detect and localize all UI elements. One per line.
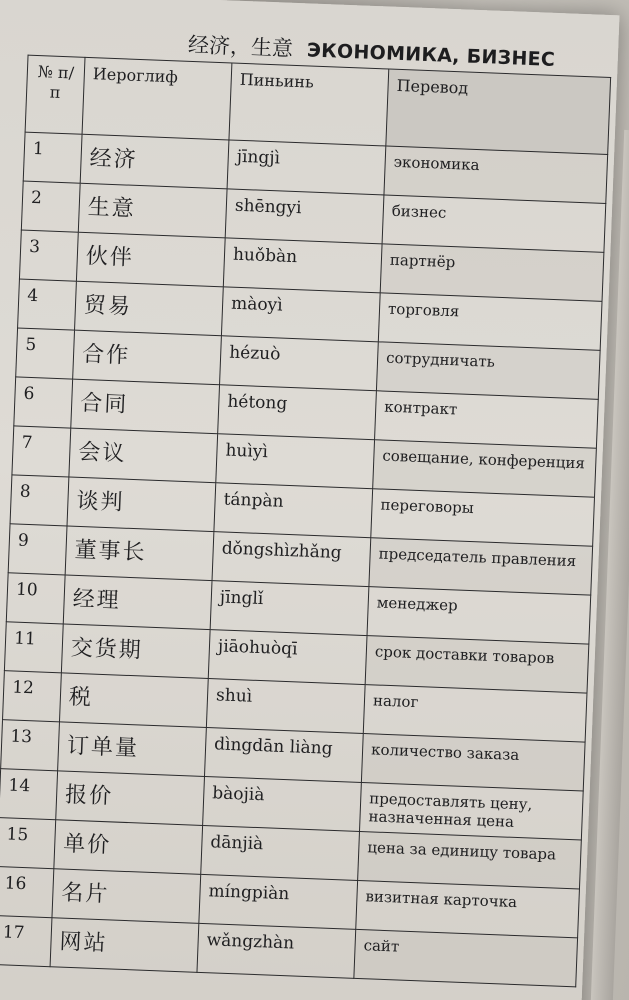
row-hieroglyph: 单价 (54, 820, 203, 875)
row-pinyin: huǒbàn (223, 238, 382, 293)
row-translation: количество заказа (361, 734, 585, 791)
row-number: 10 (6, 573, 65, 624)
row-number: 16 (0, 867, 54, 918)
row-hieroglyph: 名片 (52, 869, 201, 924)
heading-russian: ЭКОНОМИКА, БИЗНЕС (306, 39, 556, 71)
row-translation: совещание, конференция (373, 440, 597, 497)
row-translation: бизнес (382, 195, 606, 252)
row-hieroglyph: 合作 (73, 330, 222, 385)
row-number: 7 (12, 426, 71, 477)
row-translation: срок доставки товаров (365, 636, 589, 693)
row-number: 2 (21, 181, 80, 232)
row-pinyin: bàojià (203, 776, 362, 831)
row-number: 1 (23, 132, 82, 183)
row-translation: торговля (378, 293, 602, 350)
row-hieroglyph: 交货期 (61, 624, 210, 679)
row-hieroglyph: 订单量 (58, 722, 207, 777)
row-hieroglyph: 经理 (63, 575, 212, 630)
row-translation: цена за единицу товара (358, 831, 582, 888)
table-body (0, 132, 608, 987)
row-translation: предоставлять цену, назначенная цена (359, 782, 583, 839)
row-number: 15 (0, 818, 56, 869)
row-hieroglyph: 经济 (80, 134, 229, 189)
row-pinyin: hétong (218, 385, 377, 440)
row-hieroglyph: 贸易 (75, 281, 224, 336)
row-pinyin: dānjià (201, 825, 360, 880)
vocabulary-table (0, 55, 611, 988)
row-number: 6 (14, 377, 73, 428)
row-translation: контракт (375, 391, 599, 448)
row-pinyin: shēngyi (225, 189, 384, 244)
row-pinyin: màoyì (221, 287, 380, 342)
row-hieroglyph: 董事长 (65, 526, 214, 581)
row-number: 5 (16, 328, 75, 379)
heading-chinese: 经济，生意 (187, 32, 294, 61)
row-pinyin: dìngdān liàng (204, 728, 363, 783)
row-hieroglyph: 谈判 (67, 477, 216, 532)
row-translation: переговоры (371, 489, 595, 546)
row-pinyin: huìyì (216, 434, 375, 489)
header-pinyin: Пиньинь (229, 63, 389, 146)
row-translation: менеджер (367, 587, 591, 644)
row-number: 17 (0, 916, 52, 967)
row-number: 11 (4, 622, 63, 673)
row-number: 14 (0, 769, 58, 820)
row-number: 13 (1, 720, 60, 771)
row-translation: экономика (384, 146, 608, 203)
row-pinyin: jiāohuòqī (208, 630, 367, 685)
row-number: 4 (18, 279, 77, 330)
row-pinyin: dǒngshìzhǎng (212, 532, 371, 587)
row-hieroglyph: 合同 (71, 379, 220, 434)
header-number: № п/п (25, 55, 85, 134)
row-translation: сотрудничать (376, 342, 600, 399)
row-hieroglyph: 伙伴 (76, 232, 225, 287)
row-pinyin: míngpiàn (199, 874, 358, 929)
row-hieroglyph: 会议 (69, 428, 218, 483)
row-number: 3 (19, 230, 78, 281)
row-number: 8 (10, 475, 69, 526)
header-hieroglyph: Иероглиф (82, 57, 232, 140)
row-translation: визитная карточка (356, 880, 580, 937)
row-hieroglyph: 网站 (50, 918, 199, 973)
row-number: 12 (3, 671, 62, 722)
row-pinyin: shuì (206, 679, 365, 734)
row-hieroglyph: 生意 (78, 183, 227, 238)
row-translation: партнёр (380, 244, 604, 301)
row-number: 9 (8, 524, 67, 575)
row-hieroglyph: 税 (59, 673, 208, 728)
row-translation: налог (363, 685, 587, 742)
row-pinyin: jīngjì (227, 140, 386, 195)
row-pinyin: jīnglǐ (210, 581, 369, 636)
row-translation: председатель правления (369, 538, 593, 595)
row-pinyin: wǎngzhàn (197, 923, 356, 978)
row-hieroglyph: 报价 (56, 771, 205, 826)
row-pinyin: tánpàn (214, 483, 373, 538)
row-translation: сайт (354, 929, 578, 986)
header-translation: Перевод (386, 69, 611, 154)
row-pinyin: hézuò (220, 336, 379, 391)
